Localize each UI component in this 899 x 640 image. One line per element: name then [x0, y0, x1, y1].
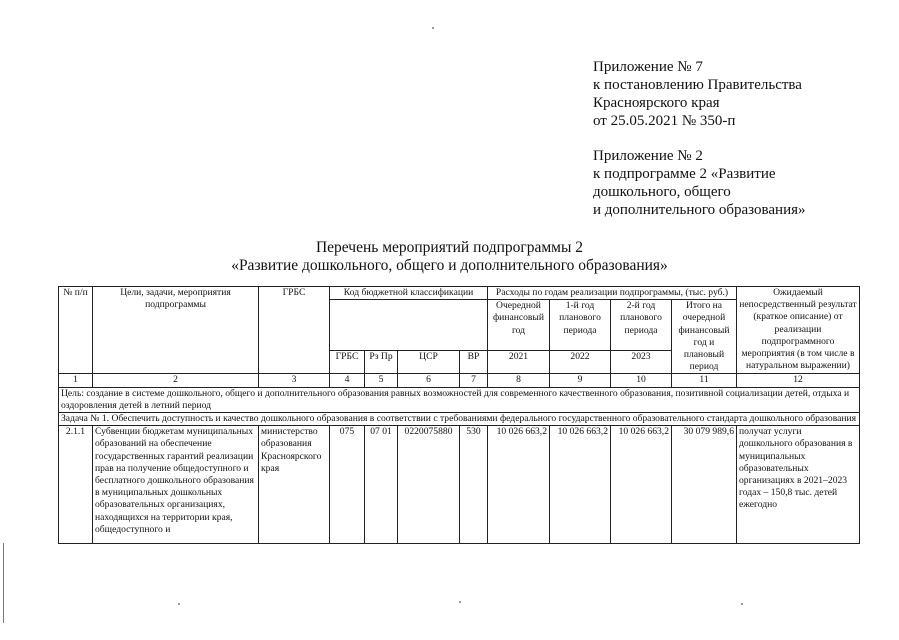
table-row [59, 426, 860, 544]
scan-speck [178, 603, 180, 605]
sub-appendix-line: к подпрограмме 2 «Развитие [593, 166, 776, 182]
column-number: 9 [550, 374, 611, 387]
scan-speck [432, 27, 434, 29]
column-number: 5 [365, 374, 398, 387]
row-amount-total: 30 079 989,6 [672, 426, 737, 544]
header-total: Итого на очередной финансовый год и плановый период [672, 300, 737, 374]
row-code-rzpr: 07 01 [365, 426, 398, 544]
header-grbs: ГРБС [259, 287, 330, 374]
scan-edge-line [3, 543, 4, 623]
row-expected-result: получат услуги дошкольного образования в муниципальных образовательных организациях в 2021–2023 годах – 150,8 тыс. детей ежегодно [737, 426, 860, 544]
column-number-row [59, 374, 860, 387]
scan-speck [459, 601, 461, 603]
header-code-csr: ЦСР [398, 351, 460, 374]
column-number: 1 [59, 374, 93, 387]
header-year2: 2-й год планового периода [611, 300, 672, 351]
row-num: 2.1.1 [59, 426, 93, 544]
header-year-2023: 2023 [611, 351, 672, 374]
row-code-grbs: 075 [330, 426, 365, 544]
header-year1: 1-й год планового периода [550, 300, 611, 351]
column-number: 2 [93, 374, 259, 387]
column-number: 7 [460, 374, 488, 387]
row-amount-2023: 10 026 663,2 [611, 426, 672, 544]
header-code-rzpr: Рз Пр [365, 351, 398, 374]
column-number: 4 [330, 374, 365, 387]
header-expenses: Расходы по годам реализации подпрограммы, (тыс. руб.) [488, 287, 737, 300]
goal-row: Цель: создание в системе дошкольного, общего и дополнительного образования равных возможностей для современного качественного образования, позитивной социализации детей, отдыха и оздоровления детей в летний период [59, 387, 860, 412]
row-amount-2021: 10 026 663,2 [488, 426, 550, 544]
column-number: 8 [488, 374, 550, 387]
column-number: 3 [259, 374, 330, 387]
appendix-line: Приложение № 7 [593, 59, 703, 75]
header-budget-code: Код бюджетной классификации [330, 287, 488, 300]
row-code-csr: 0220075880 [398, 426, 460, 544]
row-measure-name: Субвенции бюджетам муниципальных образований на обеспечение государственных гарантий реализации прав на получение общедоступного и бесплатного дошкольного образования в муниципальных дошкольных образовательных организациях, находящихся на территории края, общедоступного и [93, 426, 259, 544]
sub-appendix-line: Приложение № 2 [593, 148, 703, 164]
header-code-vr: ВР [460, 351, 488, 374]
task-row: Задача № 1. Обеспечить доступность и качество дошкольного образования в соответствии с требованиями федерального государственного образовательного стандарта дошкольного образования [59, 413, 860, 426]
header-num: № п/п [59, 287, 93, 374]
column-number: 6 [398, 374, 460, 387]
appendix-line: Красноярского края [593, 95, 720, 111]
sub-appendix-line: дошкольного, общего [593, 184, 731, 200]
row-amount-2022: 10 026 663,2 [550, 426, 611, 544]
header-expected-result: Ожидаемый непосредственный результат (краткое описание) от реализации подпрограммного мероприятия (в том числе в натуральном выражении) [737, 287, 860, 374]
appendix-line: к постановлению Правительства [593, 77, 802, 93]
document-title-line1: Перечень мероприятий подпрограммы 2 [315, 239, 584, 256]
scan-speck [741, 603, 743, 605]
column-number: 10 [611, 374, 672, 387]
appendix-header [593, 58, 806, 219]
sub-appendix-line: и дополнительного образования» [593, 202, 806, 218]
header-year-2021: 2021 [488, 351, 550, 374]
row-code-vr: 530 [460, 426, 488, 544]
measures-table [58, 286, 860, 544]
header-next-year: Очередной финансовый год [488, 300, 550, 351]
appendix-line: от 25.05.2021 № 350-п [593, 113, 736, 129]
column-number: 12 [737, 374, 860, 387]
header-code-grbs: ГРБС [330, 351, 365, 374]
header-year-2022: 2022 [550, 351, 611, 374]
header-goals: Цели, задачи, мероприятия подпрограммы [93, 287, 259, 374]
column-number: 11 [672, 374, 737, 387]
row-grbs-name: министерство образования Красноярского края [259, 426, 330, 544]
document-title-line2: «Развитие дошкольного, общего и дополнительного образования» [231, 257, 668, 274]
header-code-spacer [330, 300, 488, 351]
